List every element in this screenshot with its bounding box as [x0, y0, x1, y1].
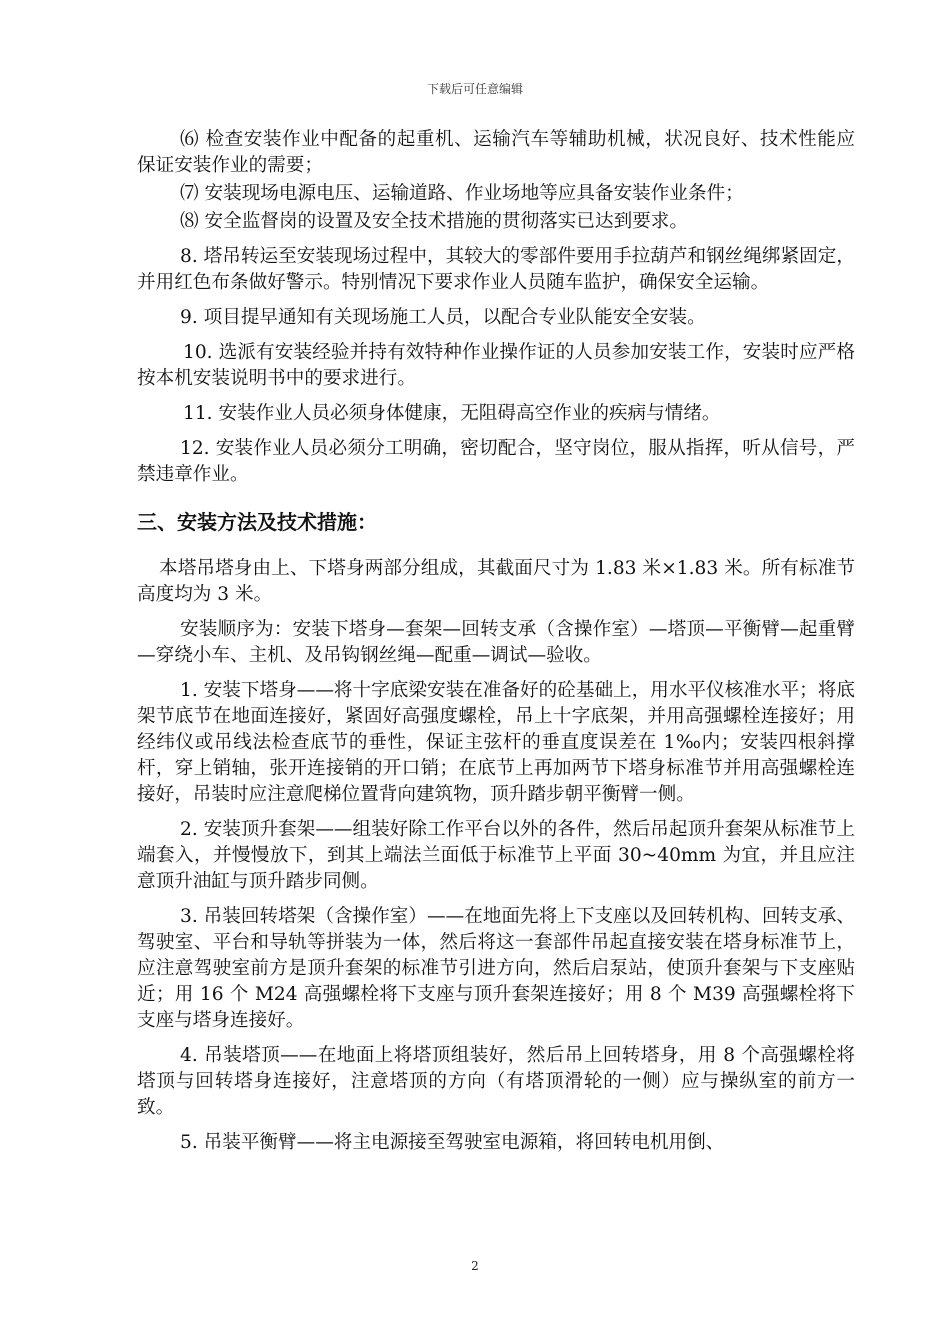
paragraph-10: 10. 选派有安装经验并持有效特种作业操作证的人员参加安装工作，安装时应严格按本机安装说明书中的要求进行。 — [137, 342, 855, 389]
paragraph-11: 11. 安装作业人员必须身体健康，无阻碍高空作业的疾病与情绪。 — [183, 403, 721, 424]
section-paragraph-step-2: 2. 安装顶升套架——组装好除工作平台以外的各件，然后吊起顶升套架从标准节上端套入，并慢慢放下，到其上端法兰面低于标准节上平面 30~40mm 为宜，并且应注意顶升油缸与顶升踏步同侧。 — [137, 819, 855, 892]
section-paragraph-sequence: 安装顺序为：安装下塔身—套架—回转支承（含操作室）—塔顶—平衡臂—起重臂—穿绕小车、主机、及吊钩钢丝绳—配重—调试—验收。 — [137, 619, 855, 666]
section-paragraph-intro: 本塔吊塔身由上、下塔身两部分组成，其截面尺寸为 1.83 米×1.83 米。所有标准节高度均为 3 米。 — [137, 558, 855, 605]
section-paragraph-step-5: 5. 吊装平衡臂——将主电源接至驾驶室电源箱，将回转电机用倒、 — [180, 1132, 725, 1153]
section-paragraph-step-1: 1. 安装下塔身——将十字底梁安装在准备好的砼基础上，用水平仪核准水平；将底架节底节在地面连接好，紧固好高强度螺栓，吊上十字底架，并用高强螺栓连接好；用经纬仪或吊线法检查底节的垂性，保证主弦杆的垂直度误差在 1‰内；安装四根斜撑杆，穿上销轴，张开连接销的开口销；在底节上再加两节下塔身标准节并用高强螺栓连接好，吊装时应注意爬梯位置背向建筑物，顶升踏步朝平衡臂一侧。 — [137, 680, 855, 805]
page-header-note: 下载后可任意编辑 — [426, 82, 523, 96]
paragraph-9: 9. 项目提早通知有关现场施工人员，以配合专业队能安全安装。 — [180, 307, 706, 328]
section-heading: 三、安装方法及技术措施： — [137, 510, 377, 534]
page-number: 2 — [471, 1259, 479, 1273]
section-paragraph-step-4: 4. 吊装塔顶——在地面上将塔顶组装好，然后吊上回转塔身，用 8 个高强螺栓将塔顶与回转塔身连接好，注意塔顶的方向（有塔顶滑轮的一侧）应与操纵室的前方一致。 — [137, 1045, 855, 1118]
paragraph-item-7: ⑺ 安装现场电源电压、运输道路、作业场地等应具备安装作业条件； — [180, 183, 744, 204]
section-paragraph-step-3: 3. 吊装回转塔架（含操作室）——在地面先将上下支座以及回转机构、回转支承、驾驶室、平台和导轨等拼装为一体，然后将这一套部件吊起直接安装在塔身标准节上，应注意驾驶室前方是顶升套架的标准节引进方向，然后启泵站，使顶升套架与下支座贴近；用 16 个 M24 高强螺栓将下支座与顶升套架连接好；用 8 个 M39 高强螺栓将下支座与塔身连接好。 — [137, 906, 855, 1031]
paragraph-item-8-sub: ⑻ 安全监督岗的设置及安全技术措施的贯彻落实已达到要求。 — [180, 211, 688, 232]
paragraph-8: 8. 塔吊转运至安装现场过程中，其较大的零部件要用手拉葫芦和钢丝绳绑紧固定，并用红色布条做好警示。特别情况下要求作业人员随车监护，确保安全运输。 — [137, 246, 855, 293]
paragraph-12: 12. 安装作业人员必须分工明确，密切配合，坚守岗位，服从指挥，听从信号，严禁违章作业。 — [137, 438, 855, 485]
paragraph-item-6: ⑹ 检查安装作业中配备的起重机、运输汽车等辅助机械，状况良好、技术性能应保证安装作业的需要； — [137, 129, 855, 176]
document-body — [137, 127, 855, 1165]
